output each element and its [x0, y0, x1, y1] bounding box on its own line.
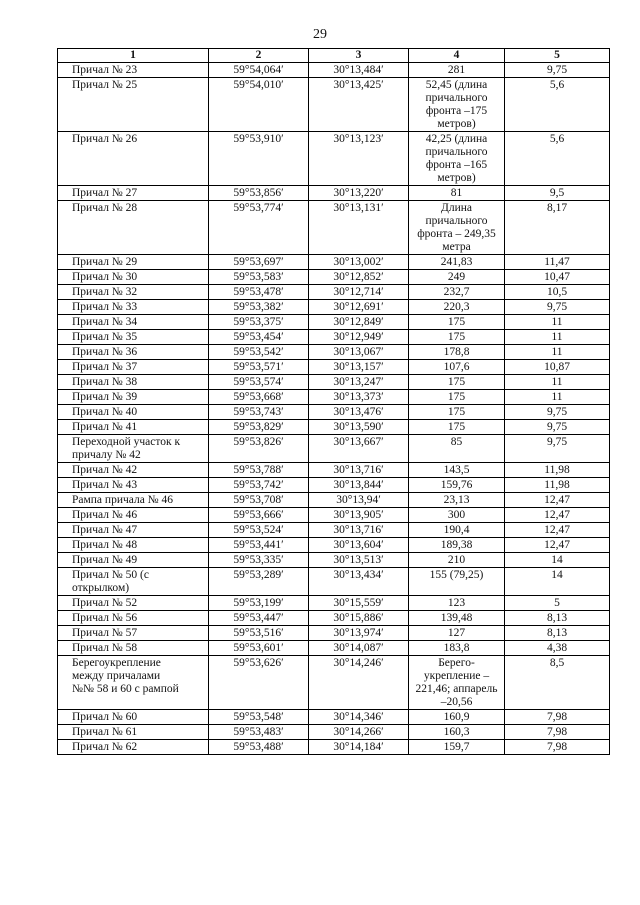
table-row [58, 375, 610, 390]
berth-name-cell: Причал № 46 [58, 508, 209, 523]
depth-cell: 7,98 [505, 740, 610, 755]
depth-cell: 12,47 [505, 508, 610, 523]
latitude-cell: 59°53,516′ [209, 626, 309, 641]
depth-cell: 10,87 [505, 360, 610, 375]
berth-name-cell: Причал № 25 [58, 78, 209, 132]
longitude-cell: 30°15,559′ [309, 596, 409, 611]
depth-cell: 10,5 [505, 285, 610, 300]
latitude-cell: 59°53,199′ [209, 596, 309, 611]
depth-cell: 9,75 [505, 63, 610, 78]
length-cell: 190,4 [409, 523, 505, 538]
berth-name-cell: Причал № 37 [58, 360, 209, 375]
length-cell: 42,25 (длина причального фронта –165 метров) [409, 132, 505, 186]
latitude-cell: 59°53,666′ [209, 508, 309, 523]
berth-name-cell: Причал № 40 [58, 405, 209, 420]
column-header-2: 2 [209, 49, 309, 63]
depth-cell: 5 [505, 596, 610, 611]
length-cell: 175 [409, 405, 505, 420]
berth-name-cell: Причал № 56 [58, 611, 209, 626]
length-cell: 159,7 [409, 740, 505, 755]
latitude-cell: 59°53,483′ [209, 725, 309, 740]
longitude-cell: 30°12,714′ [309, 285, 409, 300]
longitude-cell: 30°12,849′ [309, 315, 409, 330]
depth-cell: 12,47 [505, 538, 610, 553]
column-header-1: 1 [58, 49, 209, 63]
latitude-cell: 59°53,335′ [209, 553, 309, 568]
longitude-cell: 30°13,604′ [309, 538, 409, 553]
longitude-cell: 30°13,123′ [309, 132, 409, 186]
depth-cell: 9,75 [505, 435, 610, 463]
latitude-cell: 59°53,742′ [209, 478, 309, 493]
page-number: 29 [313, 27, 327, 42]
depth-cell: 7,98 [505, 710, 610, 725]
latitude-cell: 59°53,826′ [209, 435, 309, 463]
length-cell: 249 [409, 270, 505, 285]
longitude-cell: 30°12,852′ [309, 270, 409, 285]
table-row [58, 360, 610, 375]
latitude-cell: 59°53,571′ [209, 360, 309, 375]
depth-cell: 10,47 [505, 270, 610, 285]
latitude-cell: 59°53,856′ [209, 186, 309, 201]
depth-cell: 8,13 [505, 611, 610, 626]
depth-cell: 9,5 [505, 186, 610, 201]
berth-name-cell: Причал № 50 (с открылком) [58, 568, 209, 596]
table-row [58, 740, 610, 755]
depth-cell: 8,13 [505, 626, 610, 641]
length-cell: 183,8 [409, 641, 505, 656]
longitude-cell: 30°14,184′ [309, 740, 409, 755]
length-cell: 123 [409, 596, 505, 611]
table-row [58, 435, 610, 463]
berth-name-cell: Причал № 35 [58, 330, 209, 345]
berth-name-cell: Причал № 39 [58, 390, 209, 405]
longitude-cell: 30°13,067′ [309, 345, 409, 360]
table-row [58, 641, 610, 656]
berth-name-cell: Причал № 28 [58, 201, 209, 255]
longitude-cell: 30°13,434′ [309, 568, 409, 596]
latitude-cell: 59°54,064′ [209, 63, 309, 78]
longitude-cell: 30°15,886′ [309, 611, 409, 626]
longitude-cell: 30°14,266′ [309, 725, 409, 740]
berth-name-cell: Причал № 33 [58, 300, 209, 315]
berth-name-cell: Переходной участок к причалу № 42 [58, 435, 209, 463]
berth-name-cell: Причал № 62 [58, 740, 209, 755]
length-cell: Берего- укрепление – 221,46; аппарель –20,56 [409, 656, 505, 710]
latitude-cell: 59°53,788′ [209, 463, 309, 478]
latitude-cell: 59°53,743′ [209, 405, 309, 420]
table-row [58, 523, 610, 538]
length-cell: 220,3 [409, 300, 505, 315]
berth-name-cell: Причал № 32 [58, 285, 209, 300]
table-row [58, 63, 610, 78]
table-row [58, 330, 610, 345]
berth-name-cell: Причал № 38 [58, 375, 209, 390]
table-row [58, 285, 610, 300]
table-row [58, 420, 610, 435]
depth-cell: 11 [505, 315, 610, 330]
table-header-row [58, 49, 610, 63]
latitude-cell: 59°53,708′ [209, 493, 309, 508]
latitude-cell: 59°53,574′ [209, 375, 309, 390]
table-row [58, 132, 610, 186]
depth-cell: 11 [505, 390, 610, 405]
latitude-cell: 59°53,382′ [209, 300, 309, 315]
table-row [58, 390, 610, 405]
length-cell: 160,9 [409, 710, 505, 725]
berth-name-cell: Берегоукрепление между причалами №№ 58 и 60 с рампой [58, 656, 209, 710]
latitude-cell: 59°53,454′ [209, 330, 309, 345]
table-body [58, 63, 610, 755]
depth-cell: 9,75 [505, 405, 610, 420]
length-cell: 159,76 [409, 478, 505, 493]
longitude-cell: 30°13,513′ [309, 553, 409, 568]
berth-name-cell: Причал № 42 [58, 463, 209, 478]
table-row [58, 270, 610, 285]
berth-name-cell: Причал № 29 [58, 255, 209, 270]
latitude-cell: 59°53,910′ [209, 132, 309, 186]
longitude-cell: 30°13,94′ [309, 493, 409, 508]
table-row [58, 345, 610, 360]
length-cell: 175 [409, 390, 505, 405]
length-cell: 175 [409, 420, 505, 435]
length-cell: 300 [409, 508, 505, 523]
berth-name-cell: Причал № 52 [58, 596, 209, 611]
table-row [58, 725, 610, 740]
longitude-cell: 30°12,691′ [309, 300, 409, 315]
length-cell: Длина причального фронта – 249,35 метра [409, 201, 505, 255]
table-row [58, 78, 610, 132]
berth-name-cell: Причал № 41 [58, 420, 209, 435]
latitude-cell: 59°53,697′ [209, 255, 309, 270]
longitude-cell: 30°13,716′ [309, 463, 409, 478]
longitude-cell: 30°13,220′ [309, 186, 409, 201]
depth-cell: 11 [505, 345, 610, 360]
length-cell: 175 [409, 330, 505, 345]
longitude-cell: 30°12,949′ [309, 330, 409, 345]
latitude-cell: 59°53,583′ [209, 270, 309, 285]
depth-cell: 11,98 [505, 463, 610, 478]
depth-cell: 14 [505, 568, 610, 596]
longitude-cell: 30°13,590′ [309, 420, 409, 435]
length-cell: 189,38 [409, 538, 505, 553]
berth-name-cell: Рампа причала № 46 [58, 493, 209, 508]
table-row [58, 710, 610, 725]
table-row [58, 596, 610, 611]
table-row [58, 463, 610, 478]
berth-name-cell: Причал № 47 [58, 523, 209, 538]
berth-name-cell: Причал № 23 [58, 63, 209, 78]
table-row [58, 656, 610, 710]
longitude-cell: 30°14,087′ [309, 641, 409, 656]
longitude-cell: 30°13,157′ [309, 360, 409, 375]
table-row [58, 493, 610, 508]
longitude-cell: 30°14,246′ [309, 656, 409, 710]
longitude-cell: 30°13,247′ [309, 375, 409, 390]
latitude-cell: 59°53,447′ [209, 611, 309, 626]
depth-cell: 11,98 [505, 478, 610, 493]
latitude-cell: 59°53,774′ [209, 201, 309, 255]
length-cell: 81 [409, 186, 505, 201]
column-header-5: 5 [505, 49, 610, 63]
depth-cell: 11,47 [505, 255, 610, 270]
latitude-cell: 59°53,542′ [209, 345, 309, 360]
latitude-cell: 59°53,626′ [209, 656, 309, 710]
berth-name-cell: Причал № 26 [58, 132, 209, 186]
longitude-cell: 30°13,667′ [309, 435, 409, 463]
longitude-cell: 30°13,373′ [309, 390, 409, 405]
berths-table [57, 48, 610, 755]
longitude-cell: 30°13,002′ [309, 255, 409, 270]
table-row [58, 405, 610, 420]
length-cell: 139,48 [409, 611, 505, 626]
length-cell: 241,83 [409, 255, 505, 270]
latitude-cell: 59°54,010′ [209, 78, 309, 132]
longitude-cell: 30°13,484′ [309, 63, 409, 78]
length-cell: 85 [409, 435, 505, 463]
longitude-cell: 30°13,905′ [309, 508, 409, 523]
berth-name-cell: Причал № 34 [58, 315, 209, 330]
berth-name-cell: Причал № 49 [58, 553, 209, 568]
berth-name-cell: Причал № 57 [58, 626, 209, 641]
depth-cell: 14 [505, 553, 610, 568]
table-row [58, 186, 610, 201]
column-header-3: 3 [309, 49, 409, 63]
depth-cell: 5,6 [505, 78, 610, 132]
length-cell: 210 [409, 553, 505, 568]
length-cell: 143,5 [409, 463, 505, 478]
table-row [58, 538, 610, 553]
table-row [58, 626, 610, 641]
depth-cell: 4,38 [505, 641, 610, 656]
depth-cell: 8,17 [505, 201, 610, 255]
longitude-cell: 30°13,974′ [309, 626, 409, 641]
latitude-cell: 59°53,829′ [209, 420, 309, 435]
length-cell: 175 [409, 375, 505, 390]
latitude-cell: 59°53,548′ [209, 710, 309, 725]
depth-cell: 9,75 [505, 300, 610, 315]
longitude-cell: 30°14,346′ [309, 710, 409, 725]
depth-cell: 11 [505, 375, 610, 390]
latitude-cell: 59°53,375′ [209, 315, 309, 330]
table-row [58, 508, 610, 523]
latitude-cell: 59°53,478′ [209, 285, 309, 300]
latitude-cell: 59°53,289′ [209, 568, 309, 596]
longitude-cell: 30°13,844′ [309, 478, 409, 493]
longitude-cell: 30°13,716′ [309, 523, 409, 538]
berth-name-cell: Причал № 61 [58, 725, 209, 740]
berth-name-cell: Причал № 43 [58, 478, 209, 493]
depth-cell: 7,98 [505, 725, 610, 740]
table-row [58, 255, 610, 270]
length-cell: 107,6 [409, 360, 505, 375]
length-cell: 281 [409, 63, 505, 78]
longitude-cell: 30°13,425′ [309, 78, 409, 132]
depth-cell: 9,75 [505, 420, 610, 435]
length-cell: 23,13 [409, 493, 505, 508]
table-row [58, 478, 610, 493]
latitude-cell: 59°53,524′ [209, 523, 309, 538]
length-cell: 160,3 [409, 725, 505, 740]
longitude-cell: 30°13,476′ [309, 405, 409, 420]
berth-name-cell: Причал № 60 [58, 710, 209, 725]
table-row [58, 568, 610, 596]
table-row [58, 201, 610, 255]
depth-cell: 5,6 [505, 132, 610, 186]
length-cell: 175 [409, 315, 505, 330]
longitude-cell: 30°13,131′ [309, 201, 409, 255]
table-row [58, 553, 610, 568]
depth-cell: 8,5 [505, 656, 610, 710]
berth-name-cell: Причал № 30 [58, 270, 209, 285]
table-row [58, 611, 610, 626]
length-cell: 127 [409, 626, 505, 641]
table-row [58, 315, 610, 330]
depth-cell: 11 [505, 330, 610, 345]
depth-cell: 12,47 [505, 523, 610, 538]
latitude-cell: 59°53,601′ [209, 641, 309, 656]
table-row [58, 300, 610, 315]
latitude-cell: 59°53,488′ [209, 740, 309, 755]
length-cell: 232,7 [409, 285, 505, 300]
length-cell: 155 (79,25) [409, 568, 505, 596]
latitude-cell: 59°53,441′ [209, 538, 309, 553]
berth-name-cell: Причал № 58 [58, 641, 209, 656]
berth-name-cell: Причал № 48 [58, 538, 209, 553]
depth-cell: 12,47 [505, 493, 610, 508]
berth-name-cell: Причал № 36 [58, 345, 209, 360]
berth-name-cell: Причал № 27 [58, 186, 209, 201]
column-header-4: 4 [409, 49, 505, 63]
length-cell: 178,8 [409, 345, 505, 360]
length-cell: 52,45 (длина причального фронта –175 метров) [409, 78, 505, 132]
latitude-cell: 59°53,668′ [209, 390, 309, 405]
